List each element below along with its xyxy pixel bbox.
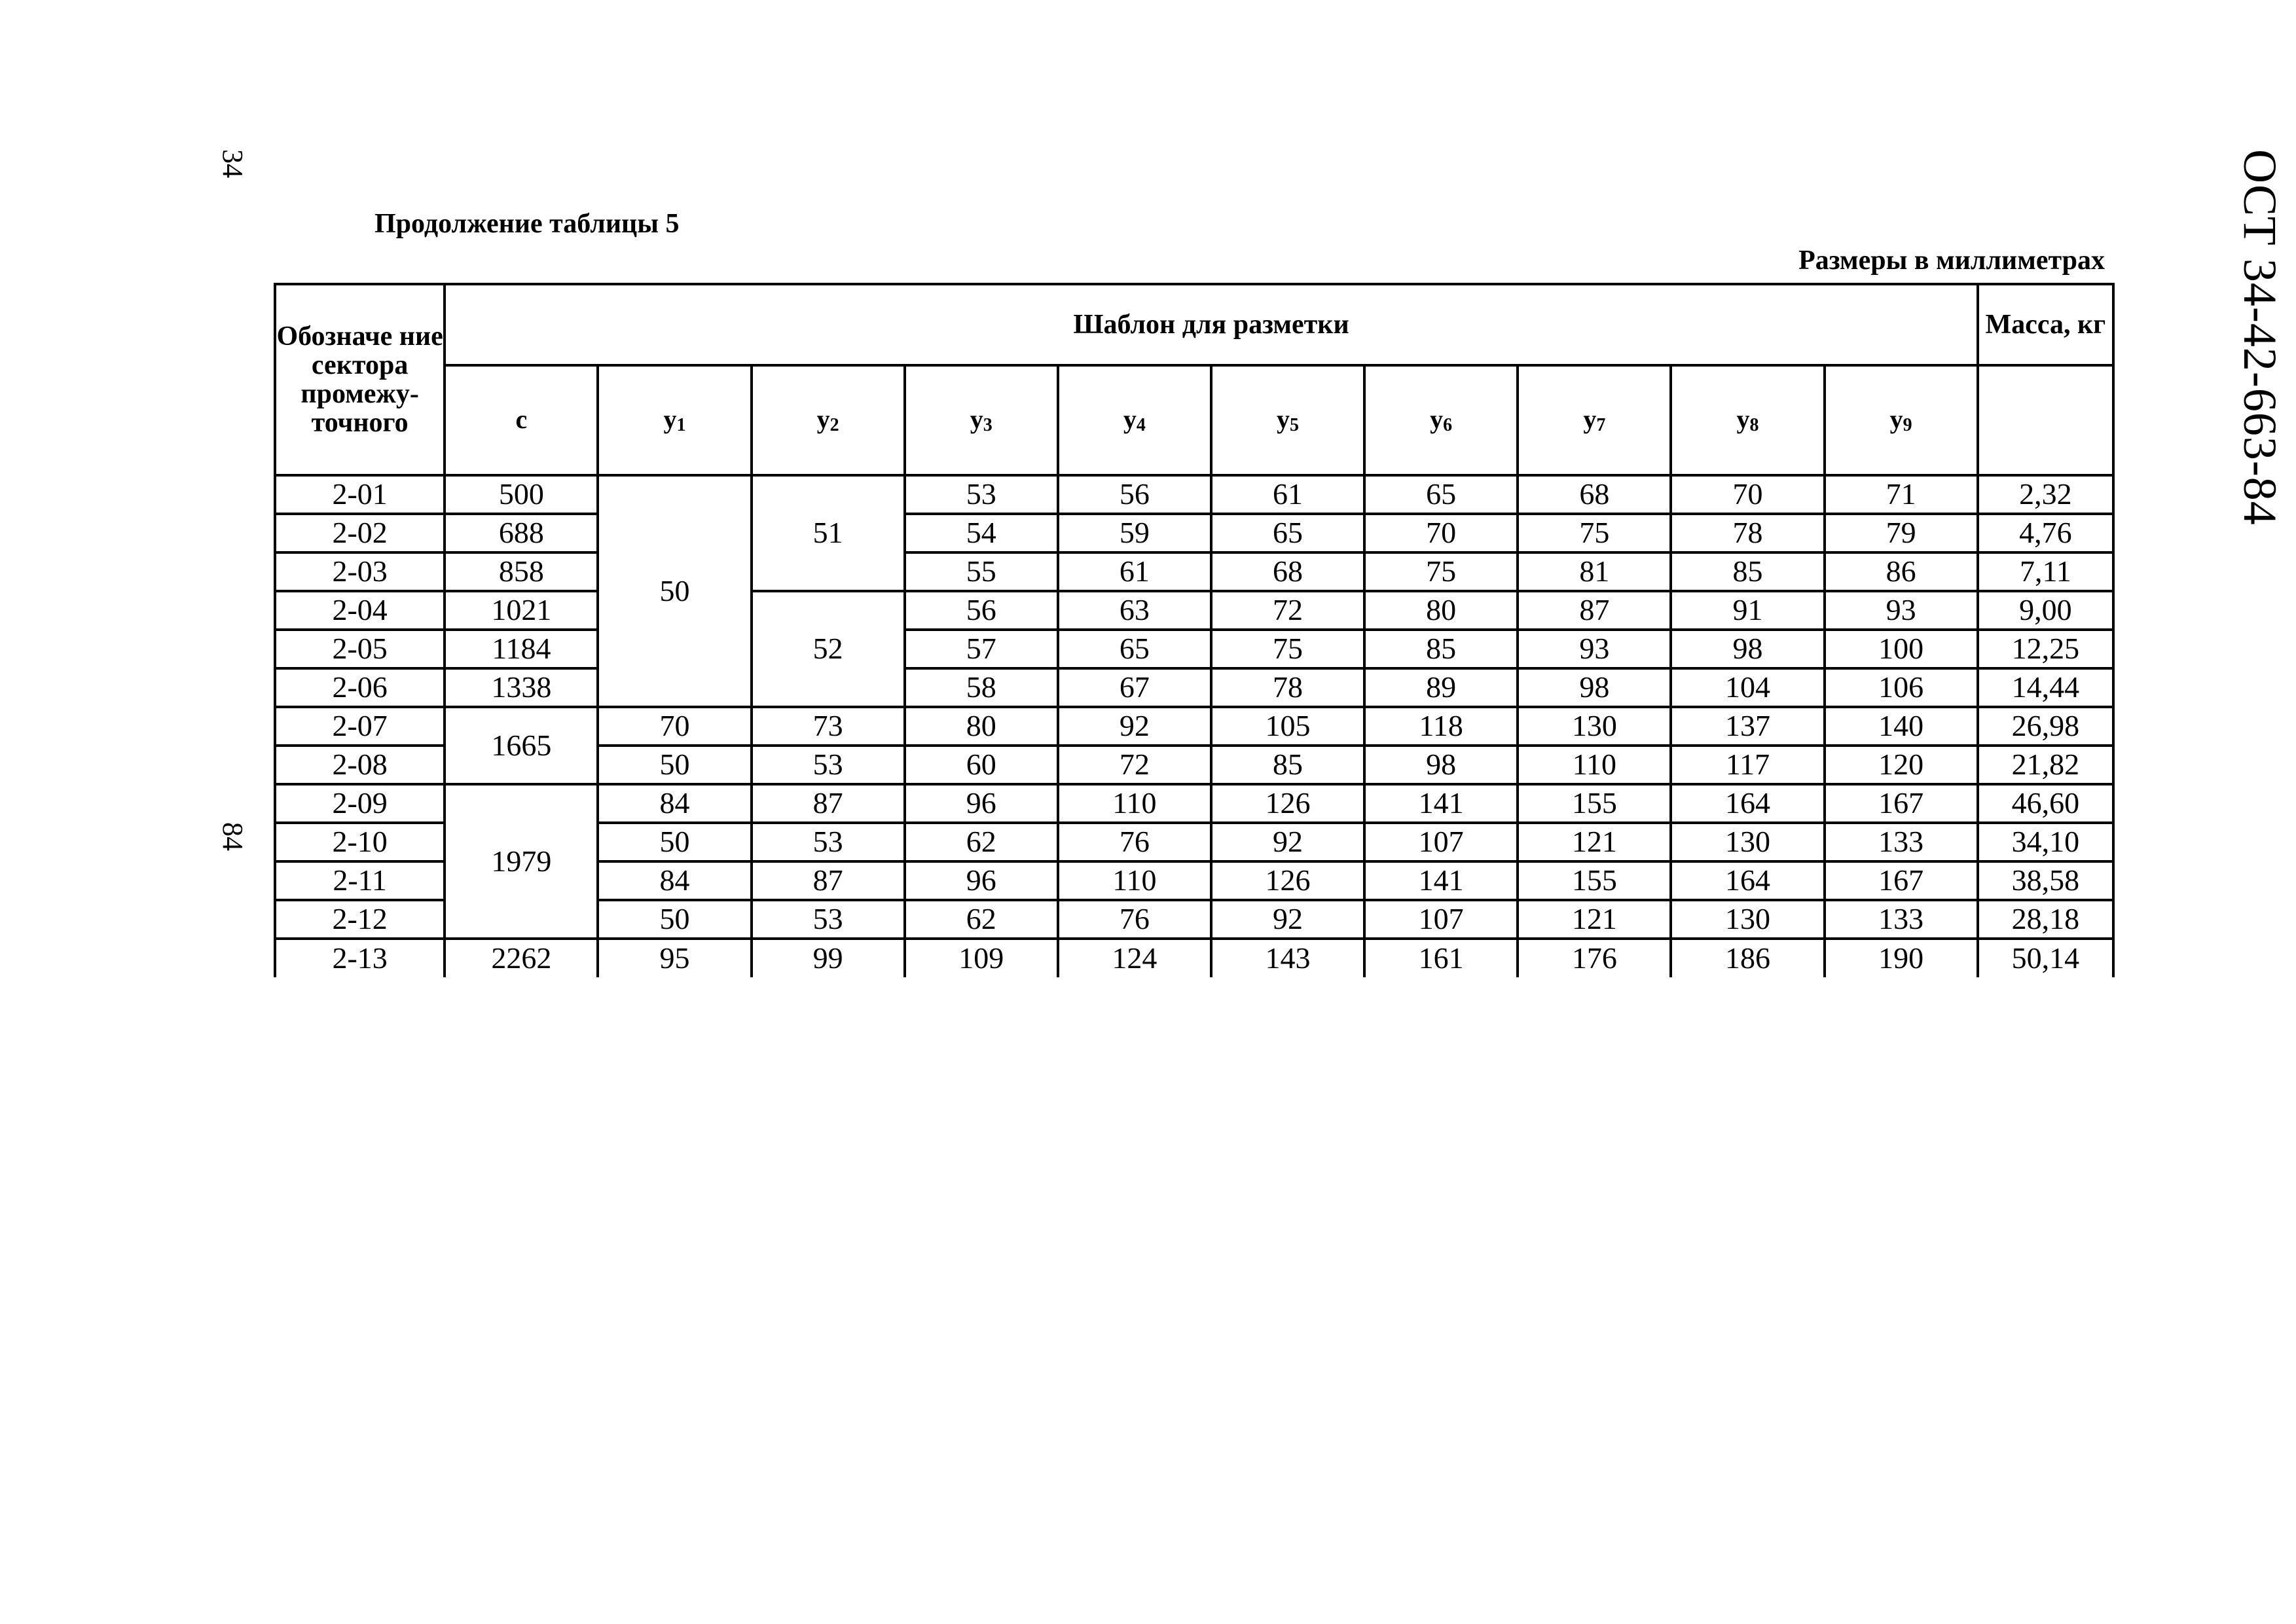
cell-c: 2262 bbox=[445, 939, 598, 977]
cell-id: 2-12 bbox=[275, 900, 445, 939]
subcol-symbol: y bbox=[1889, 405, 1903, 435]
table-row bbox=[275, 707, 2113, 746]
cell-y8: 85 bbox=[1671, 552, 1824, 591]
cell-y9: 93 bbox=[1825, 591, 1978, 630]
subcol-symbol: y bbox=[1123, 405, 1137, 435]
cell-y4: 76 bbox=[1058, 823, 1211, 861]
cell-y3: 58 bbox=[905, 668, 1058, 707]
header-subcol bbox=[752, 365, 905, 475]
cell-id: 2-05 bbox=[275, 630, 445, 668]
cell-id: 2-01 bbox=[275, 475, 445, 514]
cell-y5: 85 bbox=[1211, 746, 1364, 784]
table-row bbox=[275, 784, 2113, 823]
cell-y4: 63 bbox=[1058, 591, 1211, 630]
cell-y7: 155 bbox=[1518, 784, 1671, 823]
cell-y5: 126 bbox=[1211, 861, 1364, 900]
cell-y6: 107 bbox=[1364, 823, 1518, 861]
cell-y4: 92 bbox=[1058, 707, 1211, 746]
table-row bbox=[275, 591, 2113, 630]
subcol-subscript: 9 bbox=[1903, 415, 1912, 436]
cell-y8: 164 bbox=[1671, 784, 1824, 823]
subcol-symbol: y bbox=[816, 405, 830, 435]
subcol-symbol: y bbox=[1736, 405, 1750, 435]
document-code: ОСТ 34-42-663-84 bbox=[2234, 149, 2286, 526]
page-number-top: 34 bbox=[217, 149, 249, 178]
cell-y9: 133 bbox=[1825, 900, 1978, 939]
cell-y7: 121 bbox=[1518, 823, 1671, 861]
subcol-subscript: 7 bbox=[1596, 415, 1606, 436]
cell-mass: 34,10 bbox=[1978, 823, 2113, 861]
subcol-symbol: y bbox=[970, 405, 983, 435]
cell-y5: 75 bbox=[1211, 630, 1364, 668]
cell-c: 1338 bbox=[445, 668, 598, 707]
cell-y1: 95 bbox=[598, 939, 751, 977]
cell-y6: 80 bbox=[1364, 591, 1518, 630]
cell-y5: 72 bbox=[1211, 591, 1364, 630]
cell-y5: 143 bbox=[1211, 939, 1364, 977]
cell-y4: 61 bbox=[1058, 552, 1211, 591]
cell-y8: 98 bbox=[1671, 630, 1824, 668]
cell-y4: 67 bbox=[1058, 668, 1211, 707]
cell-y2: 53 bbox=[752, 823, 905, 861]
cell-y8: 104 bbox=[1671, 668, 1824, 707]
table-caption: Продолжение таблицы 5 bbox=[374, 209, 680, 239]
cell-y6: 98 bbox=[1364, 746, 1518, 784]
cell-y6: 118 bbox=[1364, 707, 1518, 746]
cell-y1: 50 bbox=[598, 746, 751, 784]
cell-id: 2-13 bbox=[275, 939, 445, 977]
table-row bbox=[275, 939, 2113, 977]
subcol-subscript: 4 bbox=[1136, 415, 1146, 436]
cell-id: 2-08 bbox=[275, 746, 445, 784]
cell-y3: 62 bbox=[905, 900, 1058, 939]
header-mass: Масса, кг bbox=[1978, 284, 2113, 365]
cell-mass: 38,58 bbox=[1978, 861, 2113, 900]
cell-y8: 91 bbox=[1671, 591, 1824, 630]
cell-y6: 141 bbox=[1364, 861, 1518, 900]
header-subcol bbox=[598, 365, 751, 475]
cell-mass: 46,60 bbox=[1978, 784, 2113, 823]
cell-id: 2-04 bbox=[275, 591, 445, 630]
cell-y3: 60 bbox=[905, 746, 1058, 784]
cell-y3: 57 bbox=[905, 630, 1058, 668]
cell-y3: 55 bbox=[905, 552, 1058, 591]
cell-y8: 130 bbox=[1671, 900, 1824, 939]
cell-y8: 78 bbox=[1671, 514, 1824, 552]
cell-y2: 51 bbox=[752, 475, 905, 591]
subcol-symbol: с bbox=[515, 405, 528, 435]
cell-id: 2-10 bbox=[275, 823, 445, 861]
table-body bbox=[275, 475, 2113, 977]
cell-y2: 87 bbox=[752, 784, 905, 823]
subcol-subscript: 1 bbox=[676, 415, 686, 436]
cell-c: 1021 bbox=[445, 591, 598, 630]
cell-y9: 190 bbox=[1825, 939, 1978, 977]
cell-y9: 106 bbox=[1825, 668, 1978, 707]
subcol-symbol: y bbox=[663, 405, 677, 435]
table-row bbox=[275, 630, 2113, 668]
cell-y4: 76 bbox=[1058, 900, 1211, 939]
cell-y2: 52 bbox=[752, 591, 905, 707]
cell-y7: 98 bbox=[1518, 668, 1671, 707]
header-subcol bbox=[1211, 365, 1364, 475]
cell-y8: 164 bbox=[1671, 861, 1824, 900]
cell-mass: 50,14 bbox=[1978, 939, 2113, 977]
cell-y7: 110 bbox=[1518, 746, 1671, 784]
subcol-symbol: y bbox=[1583, 405, 1597, 435]
cell-mass: 26,98 bbox=[1978, 707, 2113, 746]
cell-y5: 92 bbox=[1211, 823, 1364, 861]
cell-y5: 61 bbox=[1211, 475, 1364, 514]
header-subcol bbox=[1364, 365, 1518, 475]
cell-y2: 99 bbox=[752, 939, 905, 977]
cell-y4: 65 bbox=[1058, 630, 1211, 668]
cell-y6: 107 bbox=[1364, 900, 1518, 939]
cell-y9: 120 bbox=[1825, 746, 1978, 784]
cell-c: 688 bbox=[445, 514, 598, 552]
cell-y9: 79 bbox=[1825, 514, 1978, 552]
units-note: Размеры в миллиметрах bbox=[1798, 245, 2105, 276]
cell-y7: 155 bbox=[1518, 861, 1671, 900]
cell-y5: 126 bbox=[1211, 784, 1364, 823]
cell-c: 858 bbox=[445, 552, 598, 591]
cell-y7: 68 bbox=[1518, 475, 1671, 514]
cell-y7: 87 bbox=[1518, 591, 1671, 630]
cell-y6: 85 bbox=[1364, 630, 1518, 668]
table-row bbox=[275, 668, 2113, 707]
cell-y1: 70 bbox=[598, 707, 751, 746]
cell-y7: 121 bbox=[1518, 900, 1671, 939]
cell-y8: 137 bbox=[1671, 707, 1824, 746]
subcol-subscript: 5 bbox=[1290, 415, 1300, 436]
header-subcol bbox=[1825, 365, 1978, 475]
subcol-subscript: 2 bbox=[829, 415, 839, 436]
cell-y9: 100 bbox=[1825, 630, 1978, 668]
cell-id: 2-09 bbox=[275, 784, 445, 823]
cell-y4: 110 bbox=[1058, 784, 1211, 823]
cell-y4: 56 bbox=[1058, 475, 1211, 514]
cell-c: 1979 bbox=[445, 784, 598, 939]
cell-y3: 80 bbox=[905, 707, 1058, 746]
table-row bbox=[275, 552, 2113, 591]
cell-y3: 54 bbox=[905, 514, 1058, 552]
cell-y4: 72 bbox=[1058, 746, 1211, 784]
cell-mass: 7,11 bbox=[1978, 552, 2113, 591]
cell-c: 500 bbox=[445, 475, 598, 514]
subcol-subscript: 8 bbox=[1749, 415, 1759, 436]
cell-mass: 4,76 bbox=[1978, 514, 2113, 552]
cell-y7: 130 bbox=[1518, 707, 1671, 746]
header-subcol bbox=[445, 365, 598, 475]
cell-y2: 53 bbox=[752, 900, 905, 939]
cell-y5: 78 bbox=[1211, 668, 1364, 707]
cell-y9: 167 bbox=[1825, 861, 1978, 900]
cell-y6: 89 bbox=[1364, 668, 1518, 707]
cell-y5: 105 bbox=[1211, 707, 1364, 746]
cell-y3: 109 bbox=[905, 939, 1058, 977]
subcol-symbol: y bbox=[1277, 405, 1290, 435]
cell-y2: 73 bbox=[752, 707, 905, 746]
table-row bbox=[275, 475, 2113, 514]
cell-y8: 70 bbox=[1671, 475, 1824, 514]
cell-y6: 65 bbox=[1364, 475, 1518, 514]
cell-id: 2-06 bbox=[275, 668, 445, 707]
header-mass-empty bbox=[1978, 365, 2113, 475]
cell-y7: 75 bbox=[1518, 514, 1671, 552]
cell-id: 2-03 bbox=[275, 552, 445, 591]
cell-y1: 50 bbox=[598, 823, 751, 861]
cell-id: 2-07 bbox=[275, 707, 445, 746]
cell-y5: 92 bbox=[1211, 900, 1364, 939]
cell-c: 1184 bbox=[445, 630, 598, 668]
cell-mass: 9,00 bbox=[1978, 591, 2113, 630]
cell-mass: 21,82 bbox=[1978, 746, 2113, 784]
cell-y1: 84 bbox=[598, 784, 751, 823]
cell-y9: 167 bbox=[1825, 784, 1978, 823]
header-designation: Обозначе ние сектора промежу- точного bbox=[275, 284, 445, 475]
cell-y5: 65 bbox=[1211, 514, 1364, 552]
header-subcol bbox=[1671, 365, 1824, 475]
cell-y9: 86 bbox=[1825, 552, 1978, 591]
subcol-subscript: 6 bbox=[1443, 415, 1453, 436]
header-subcol bbox=[905, 365, 1058, 475]
cell-y7: 93 bbox=[1518, 630, 1671, 668]
cell-y2: 87 bbox=[752, 861, 905, 900]
cell-y3: 96 bbox=[905, 861, 1058, 900]
cell-y9: 133 bbox=[1825, 823, 1978, 861]
page-number-side: 84 bbox=[217, 822, 249, 851]
cell-mass: 2,32 bbox=[1978, 475, 2113, 514]
cell-y9: 140 bbox=[1825, 707, 1978, 746]
cell-id: 2-02 bbox=[275, 514, 445, 552]
cell-y1: 84 bbox=[598, 861, 751, 900]
cell-y9: 71 bbox=[1825, 475, 1978, 514]
cell-id: 2-11 bbox=[275, 861, 445, 900]
cell-y3: 53 bbox=[905, 475, 1058, 514]
cell-mass: 14,44 bbox=[1978, 668, 2113, 707]
cell-y8: 130 bbox=[1671, 823, 1824, 861]
header-template-group: Шаблон для разметки bbox=[445, 284, 1978, 365]
cell-y1: 50 bbox=[598, 475, 751, 707]
cell-y4: 59 bbox=[1058, 514, 1211, 552]
header-subcol bbox=[1518, 365, 1671, 475]
cell-y7: 176 bbox=[1518, 939, 1671, 977]
data-table bbox=[274, 283, 2115, 977]
cell-y3: 62 bbox=[905, 823, 1058, 861]
subcol-subscript: 3 bbox=[983, 415, 993, 436]
subcol-symbol: y bbox=[1430, 405, 1444, 435]
cell-y1: 50 bbox=[598, 900, 751, 939]
cell-mass: 12,25 bbox=[1978, 630, 2113, 668]
cell-y6: 141 bbox=[1364, 784, 1518, 823]
cell-y3: 56 bbox=[905, 591, 1058, 630]
cell-y3: 96 bbox=[905, 784, 1058, 823]
cell-c: 1665 bbox=[445, 707, 598, 784]
table-row bbox=[275, 514, 2113, 552]
cell-y6: 70 bbox=[1364, 514, 1518, 552]
cell-y8: 117 bbox=[1671, 746, 1824, 784]
cell-y8: 186 bbox=[1671, 939, 1824, 977]
cell-y4: 124 bbox=[1058, 939, 1211, 977]
cell-y5: 68 bbox=[1211, 552, 1364, 591]
cell-y7: 81 bbox=[1518, 552, 1671, 591]
cell-y6: 75 bbox=[1364, 552, 1518, 591]
cell-y4: 110 bbox=[1058, 861, 1211, 900]
header-subcol bbox=[1058, 365, 1211, 475]
cell-mass: 28,18 bbox=[1978, 900, 2113, 939]
cell-y6: 161 bbox=[1364, 939, 1518, 977]
cell-y2: 53 bbox=[752, 746, 905, 784]
